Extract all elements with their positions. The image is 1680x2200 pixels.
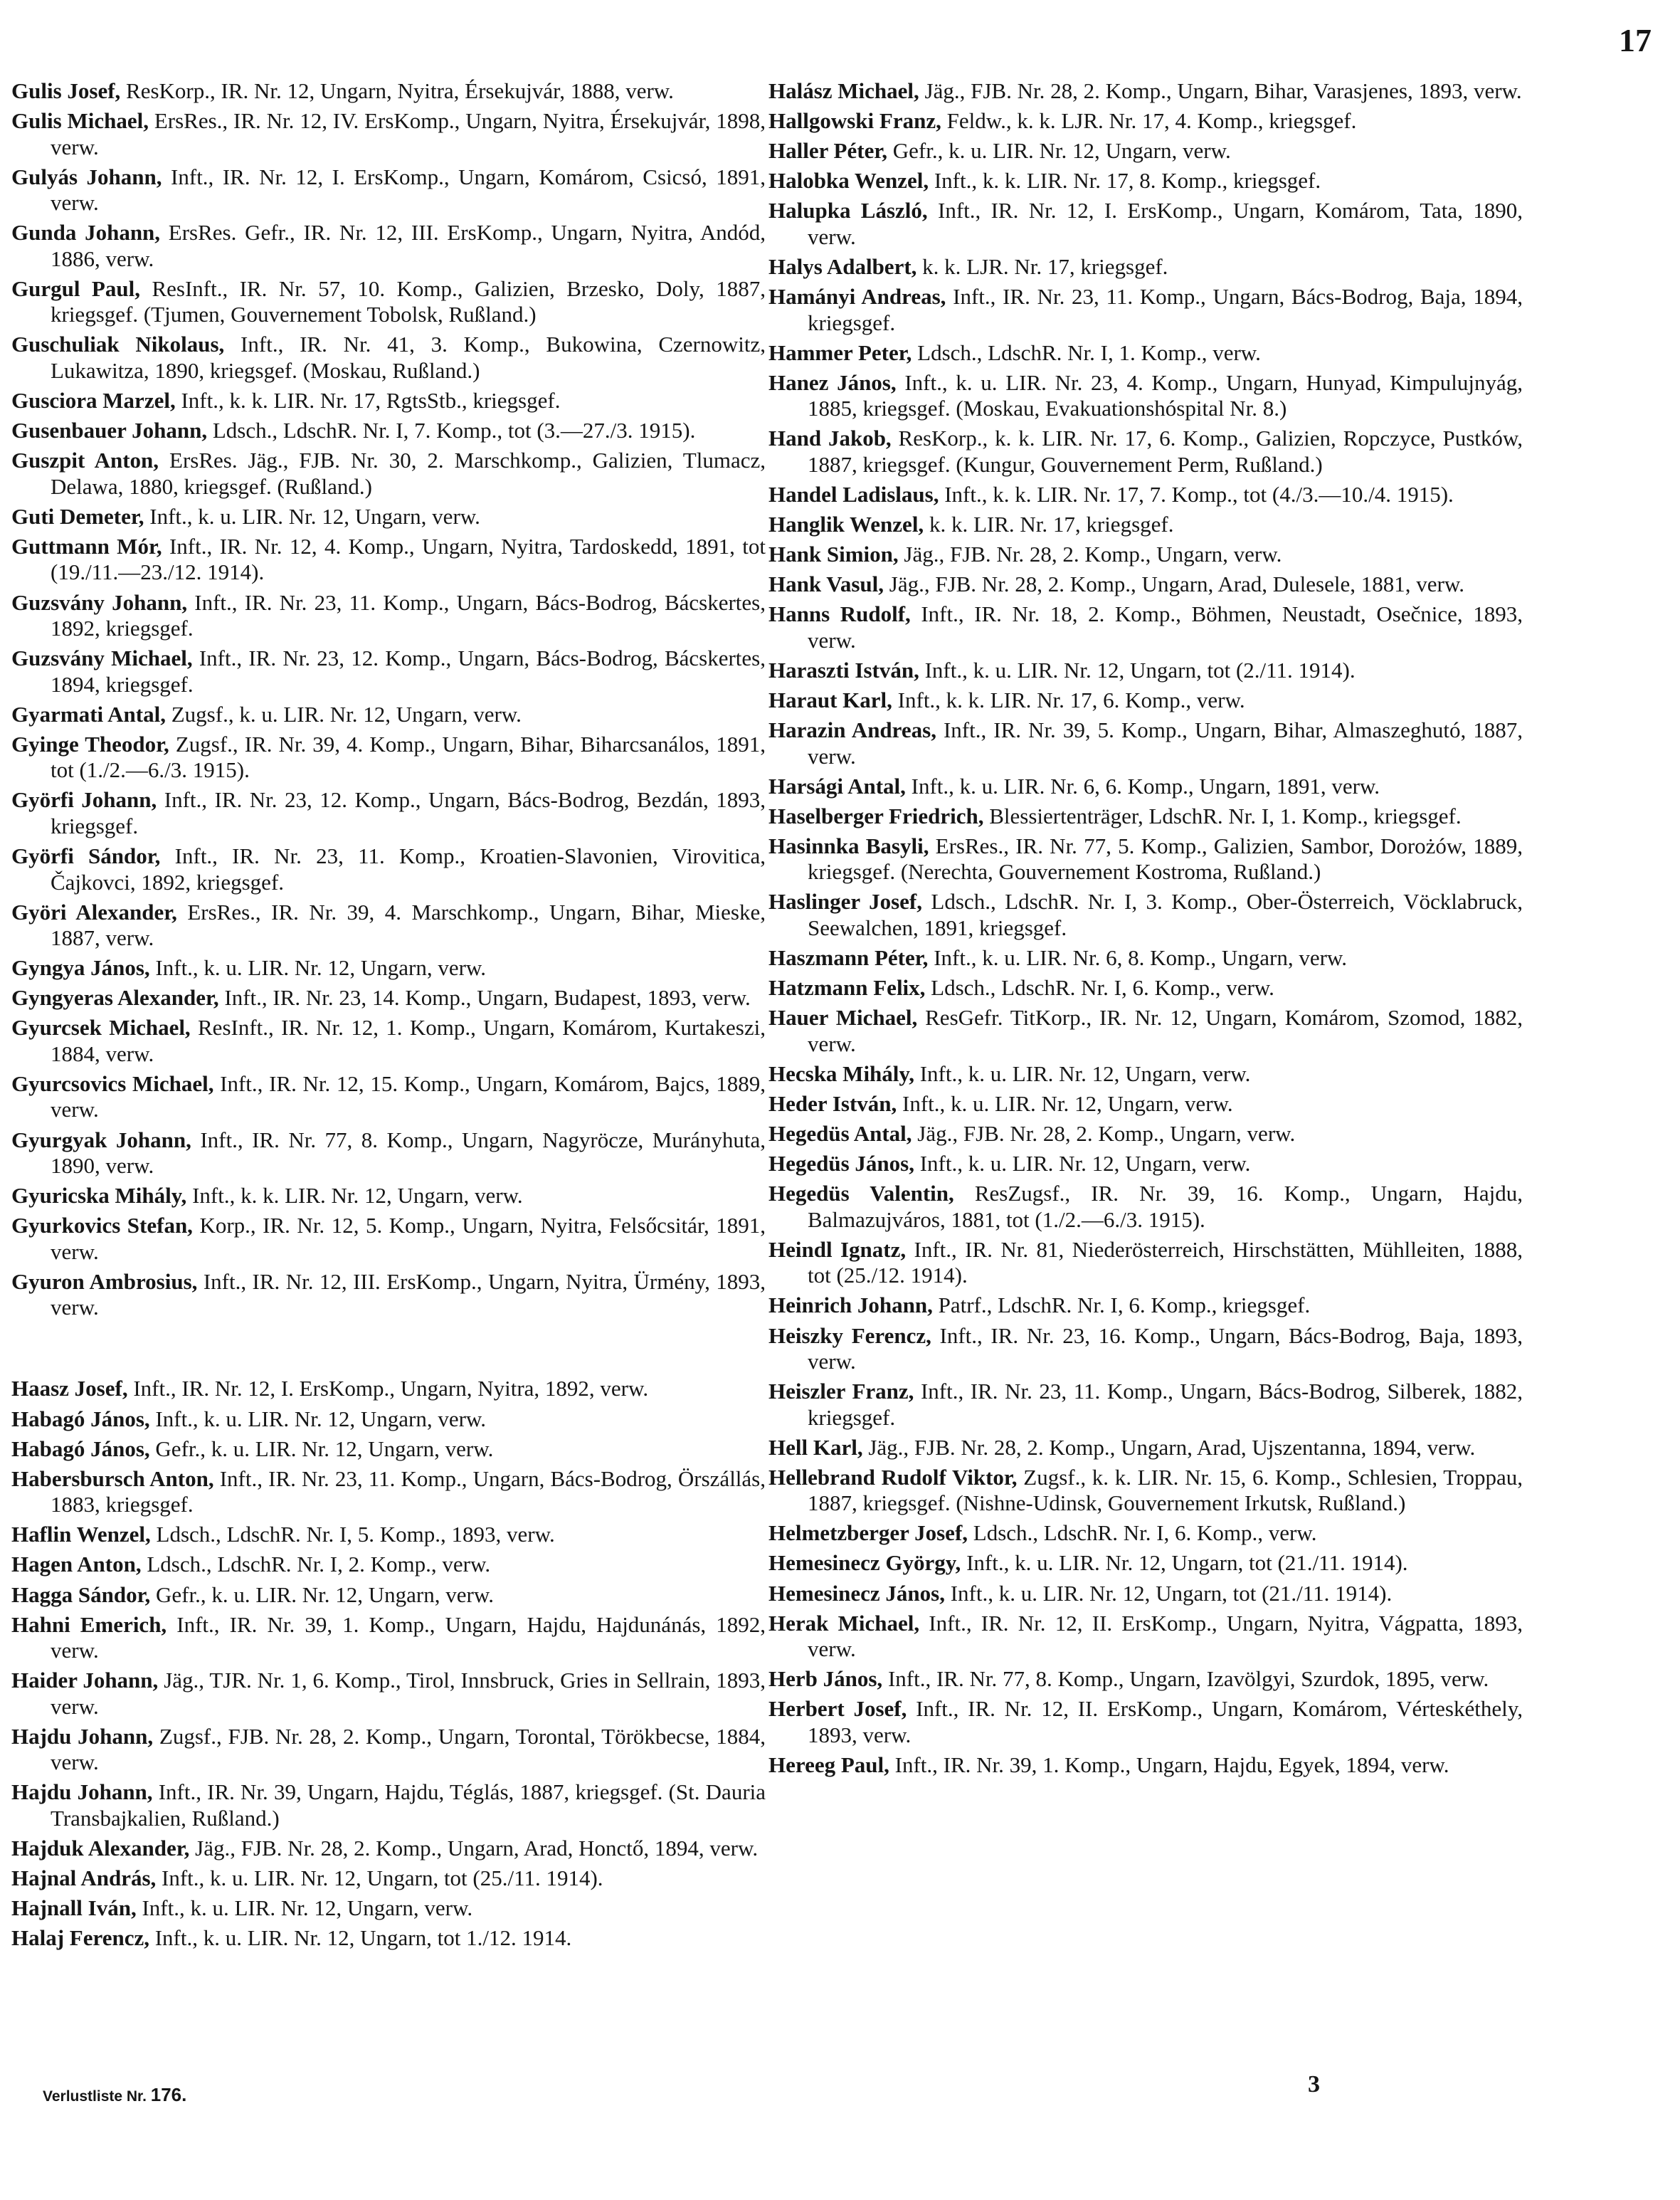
list-entry [11, 590, 766, 642]
entry-name: Heiszler Franz, [768, 1379, 914, 1404]
entry-details: Inft., IR. Nr. 12, 4. Komp., Ungarn, Nyitra, Tardoskedd, 1891, tot (19./11.—23./12. 1914). [51, 533, 766, 585]
list-entry [768, 1379, 1523, 1431]
entry-details: Inft., k. u. LIR. Nr. 12, Ungarn, verw. [914, 1060, 1251, 1086]
entry-details: Blessiertenträger, LdschR. Nr. I, 1. Komp., kriegsgef. [983, 803, 1462, 828]
entry-name: Gulyás Johann, [11, 164, 162, 189]
entry-name: Guschuliak Nikolaus, [11, 332, 225, 357]
list-entry [768, 833, 1523, 885]
list-entry [768, 542, 1523, 568]
entry-name: Heindl Ignatz, [768, 1236, 907, 1262]
list-entry [768, 1061, 1523, 1088]
entry-name: Hereeg Paul, [768, 1752, 889, 1777]
entry-details: Inft., IR. Nr. 23, 14. Komp., Ungarn, Budapest, 1893, verw. [218, 985, 751, 1011]
list-entry [768, 284, 1523, 336]
entry-name: Gyuricska Mihály, [11, 1183, 187, 1209]
entry-details: Inft., k. u. LIR. Nr. 23, 4. Komp., Ungarn, Hunyad, Kimpulujnyág, 1885, kriegsgef. (Moskau, Evakuationshóspital Nr. 8.) [808, 369, 1523, 421]
entry-details: Jäg., FJB. Nr. 28, 2. Komp., Ungarn, verw. [912, 1121, 1296, 1147]
list-entry [11, 1466, 766, 1518]
list-entry [768, 889, 1523, 941]
entry-details: ErsRes., IR. Nr. 77, 5. Komp., Galizien, Sambor, Dorożów, 1889, kriegsgef. (Nerechta, Gouvernement Kostroma, Rußland.) [808, 833, 1523, 885]
list-entry [11, 534, 766, 586]
list-entry [768, 168, 1523, 194]
entry-name: Habagó János, [11, 1406, 150, 1431]
entry-name: Hahni Emerich, [11, 1611, 167, 1637]
entry-name: Hatzmann Felix, [768, 975, 926, 1001]
entry-details: Zugsf., k. u. LIR. Nr. 12, Ungarn, verw. [166, 701, 522, 727]
entry-name: Handel Ladislaus, [768, 481, 939, 507]
list-entry [11, 388, 766, 414]
entry-name: Gyngya János, [11, 955, 150, 981]
entry-details: Inft., k. u. LIR. Nr. 12, Ungarn, tot 1./12. 1914. [149, 1925, 572, 1951]
entry-details: Inft., IR. Nr. 12, 15. Komp., Ungarn, Komárom, Bajcs, 1889, verw. [51, 1070, 766, 1122]
entry-name: Haller Péter, [768, 138, 887, 164]
entry-details: ResKorp., k. k. LIR. Nr. 17, 6. Komp., Galizien, Ropczyce, Pustków, 1887, kriegsgef. (Kungur, Gouvernement Perm, Rußland.) [808, 426, 1523, 477]
entry-details: Gefr., k. u. LIR. Nr. 12, Ungarn, verw. [149, 1436, 494, 1461]
entry-details: ErsRes. Gefr., IR. Nr. 12, III. ErsKomp., Ungarn, Nyitra, Andód, 1886, verw. [51, 220, 766, 271]
entry-name: Haider Johann, [11, 1668, 159, 1693]
list-entry [11, 955, 766, 981]
entry-name: Guttmann Mór, [11, 533, 162, 559]
entry-details: Inft., k. u. LIR. Nr. 12, Ungarn, tot (21./11. 1914). [961, 1550, 1408, 1576]
entry-name: Hajdu Johann, [11, 1779, 153, 1805]
entry-details: ErsRes., IR. Nr. 39, 4. Marschkomp., Ungarn, Bihar, Mieske, 1887, verw. [51, 899, 766, 951]
entry-details: Inft., k. k. LIR. Nr. 12, Ungarn, verw. [186, 1183, 523, 1209]
entry-details: Inft., IR. Nr. 23, 11. Komp., Ungarn, Bács-Bodrog, Bácskertes, 1892, kriegsgef. [51, 589, 766, 641]
entry-details: Inft., k. u. LIR. Nr. 12, Ungarn, tot (21./11. 1914). [944, 1580, 1393, 1606]
entry-name: Hanns Rudolf, [768, 601, 911, 627]
list-entry [11, 332, 766, 384]
list-entry [11, 1436, 766, 1463]
entry-name: Hand Jakob, [768, 426, 892, 451]
list-entry [768, 138, 1523, 164]
list-entry [768, 1520, 1523, 1547]
entry-details: Inft., IR. Nr. 23, 11. Komp., Ungarn, Bács-Bodrog, Silberek, 1882, kriegsgef. [808, 1379, 1523, 1430]
entry-name: Hajdu Johann, [11, 1723, 154, 1749]
entry-name: Hajnall Iván, [11, 1895, 137, 1921]
entry-name: Heder István, [768, 1090, 897, 1116]
entry-details: Inft., k. u. LIR. Nr. 12, Ungarn, tot (2./11. 1914). [919, 657, 1356, 683]
entry-details: Inft., k. u. LIR. Nr. 6, 6. Komp., Ungarn, 1891, verw. [905, 773, 1380, 799]
list-entry [768, 601, 1523, 653]
list-entry [768, 1435, 1523, 1461]
entry-details: Inft., k. u. LIR. Nr. 12, Ungarn, verw. [149, 955, 487, 981]
entry-details: Feldw., k. k. LJR. Nr. 17, 4. Komp., kriegsgef. [941, 108, 1357, 134]
entry-details: Inft., k. u. LIR. Nr. 12, Ungarn, tot (25./11. 1914). [156, 1865, 603, 1891]
entry-name: Hegedüs Antal, [768, 1121, 912, 1147]
footer-label: Verlustliste Nr. [43, 2088, 147, 2105]
entry-details: Inft., IR. Nr. 41, 3. Komp., Bukowina, Czernowitz, Lukawitza, 1890, kriegsgef. (Moskau, Rußland.) [51, 332, 766, 383]
list-entry [768, 78, 1523, 105]
entry-name: Harsági Antal, [768, 773, 906, 799]
entry-details: Inft., k. u. LIR. Nr. 12, Ungarn, verw. [136, 1895, 473, 1921]
list-entry [11, 732, 766, 784]
list-entry [768, 975, 1523, 1001]
entry-name: Hellebrand Rudolf Viktor, [768, 1464, 1018, 1490]
entry-details: Inft., k. u. LIR. Nr. 12, Ungarn, verw. [144, 503, 480, 529]
entry-name: Hecska Mihály, [768, 1060, 914, 1086]
list-entry [768, 1611, 1523, 1663]
list-entry [768, 1465, 1523, 1517]
entry-name: Halobka Wenzel, [768, 168, 929, 194]
entry-name: Halys Adalbert, [768, 253, 917, 279]
entry-details: Gefr., k. u. LIR. Nr. 12, Ungarn, verw. [150, 1581, 494, 1607]
list-entry [768, 482, 1523, 508]
entry-details: Patrf., LdschR. Nr. I, 6. Komp., kriegsgef. [932, 1293, 1311, 1318]
entry-name: Gyurkovics Stefan, [11, 1213, 193, 1238]
entry-name: Guti Demeter, [11, 503, 144, 529]
entry-details: Inft., IR. Nr. 23, 12. Komp., Ungarn, Bács-Bodrog, Bezdán, 1893, kriegsgef. [51, 787, 766, 838]
entry-details: Inft., IR. Nr. 77, 8. Komp., Ungarn, Izavölgyi, Szurdok, 1895, verw. [882, 1666, 1489, 1692]
entry-name: Gulis Michael, [11, 108, 149, 134]
entry-name: Hagga Sándor, [11, 1581, 151, 1607]
entry-details: Inft., IR. Nr. 77, 8. Komp., Ungarn, Nagyröcze, Murányhuta, 1890, verw. [51, 1127, 766, 1179]
list-entry [768, 1752, 1523, 1779]
entry-name: Hasinnka Basyli, [768, 833, 929, 858]
list-entry [768, 774, 1523, 800]
entry-details: k. k. LIR. Nr. 17, kriegsgef. [924, 512, 1174, 537]
entry-name: Gyuron Ambrosius, [11, 1268, 198, 1294]
entry-details: Inft., k. u. LIR. Nr. 12, Ungarn, verw. [897, 1090, 1233, 1116]
entry-name: Haasz Josef, [11, 1376, 128, 1401]
entry-details: Gefr., k. u. LIR. Nr. 12, Ungarn, verw. [887, 138, 1231, 164]
list-entry [768, 1550, 1523, 1577]
list-entry [768, 512, 1523, 538]
list-entry [768, 426, 1523, 478]
list-entry [768, 254, 1523, 280]
page-number: 17 [1619, 22, 1652, 58]
entry-details: Jäg., FJB. Nr. 28, 2. Komp., Ungarn, Arad, Honctő, 1894, verw. [189, 1835, 759, 1860]
entry-name: Herbert Josef, [768, 1696, 907, 1722]
entry-details: Inft., k. k. LIR. Nr. 17, 6. Komp., verw. [892, 688, 1245, 712]
list-entry [768, 1005, 1523, 1057]
entry-details: Korp., IR. Nr. 12, 5. Komp., Ungarn, Nyitra, Felsőcsitár, 1891, verw. [51, 1213, 766, 1264]
entry-name: Hauer Michael, [768, 1005, 918, 1031]
list-entry [768, 1666, 1523, 1693]
entry-details: Inft., k. k. LIR. Nr. 17, 7. Komp., tot (4./3.—10./4. 1915). [939, 481, 1454, 507]
entry-name: Hank Vasul, [768, 572, 884, 597]
entry-details: Inft., IR. Nr. 12, I. ErsKomp., Ungarn, Nyitra, 1892, verw. [127, 1376, 649, 1401]
entry-name: Györfi Johann, [11, 787, 157, 813]
signature-mark: 3 [1308, 2071, 1320, 2098]
entry-details: Zugsf., FJB. Nr. 28, 2. Komp., Ungarn, Torontal, Törökbecse, 1884, verw. [51, 1723, 766, 1775]
list-entry [768, 1293, 1523, 1319]
list-entry [768, 804, 1523, 830]
list-entry [11, 1779, 766, 1831]
entry-name: Hajnal András, [11, 1865, 157, 1891]
list-entry [768, 340, 1523, 367]
entry-details: ResKorp., IR. Nr. 12, Ungarn, Nyitra, Érsekujvár, 1888, verw. [120, 78, 674, 103]
entry-details: Inft., IR. Nr. 12, I. ErsKomp., Ungarn, Komárom, Tata, 1890, verw. [808, 198, 1523, 249]
list-entry [11, 220, 766, 272]
list-entry [11, 1127, 766, 1179]
list-entry [11, 276, 766, 328]
entry-details: Inft., IR. Nr. 18, 2. Komp., Böhmen, Neustadt, Osečnice, 1893, verw. [808, 601, 1523, 653]
entry-details: Zugsf., k. k. LIR. Nr. 15, 6. Komp., Schlesien, Troppau, 1887, kriegsgef. (Nishne-Udinsk, Gouvernement Irkutsk, Rußland.) [808, 1464, 1523, 1516]
list-entry [11, 1071, 766, 1123]
entry-name: Gunda Johann, [11, 220, 161, 246]
list-entry [768, 1581, 1523, 1607]
entry-name: Habersbursch Anton, [11, 1465, 214, 1491]
footer [43, 2084, 186, 2106]
list-entry [768, 945, 1523, 972]
list-entry [11, 1668, 766, 1720]
list-entry [768, 1237, 1523, 1289]
entry-name: Haszmann Péter, [768, 945, 929, 971]
entry-name: Haflin Wenzel, [11, 1522, 151, 1547]
entry-details: ErsRes. Jäg., FJB. Nr. 30, 2. Marschkomp., Galizien, Tlumacz, Delawa, 1880, kriegsgef. (Rußland.) [51, 448, 766, 499]
list-entry [11, 985, 766, 1011]
entry-details: ResInft., IR. Nr. 57, 10. Komp., Galizien, Brzesko, Doly, 1887, kriegsgef. (Tjumen, Gouvernement Tobolsk, Rußland.) [51, 275, 766, 327]
list-entry [768, 1181, 1523, 1233]
entry-name: Herak Michael, [768, 1610, 920, 1636]
entry-details: Jäg., FJB. Nr. 28, 2. Komp., Ungarn, Arad, Ujszentanna, 1894, verw. [862, 1434, 1476, 1460]
list-entry [11, 900, 766, 952]
list-entry [11, 1552, 766, 1578]
list-entry [11, 78, 766, 105]
entry-details: ResInft., IR. Nr. 12, 1. Komp., Ungarn, Komárom, Kurtakeszi, 1884, verw. [51, 1015, 766, 1066]
list-entry [11, 1406, 766, 1433]
entry-name: Györfi Sándor, [11, 843, 161, 868]
entry-name: Hammer Peter, [768, 340, 912, 365]
entry-details: Inft., IR. Nr. 23, 11. Komp., Kroatien-Slavonien, Virovitica, Čajkovci, 1892, kriegsgef. [51, 843, 766, 895]
list-entry [768, 1121, 1523, 1147]
entry-name: Gyurcsovics Michael, [11, 1070, 214, 1096]
entry-details: Jäg., FJB. Nr. 28, 2. Komp., Ungarn, verw. [898, 542, 1282, 567]
entry-details: Inft., IR. Nr. 39, Ungarn, Hajdu, Téglás, 1887, kriegsgef. (St. Dauria Transbajkalien, Rußland.) [51, 1779, 766, 1831]
list-entry [11, 1925, 766, 1952]
list-entry [11, 787, 766, 839]
entry-name: Heiszky Ferencz, [768, 1322, 931, 1348]
entry-name: Hell Karl, [768, 1434, 863, 1460]
list-entry [768, 1091, 1523, 1117]
section-gap [11, 1325, 766, 1376]
list-entry [768, 717, 1523, 769]
list-entry [768, 370, 1523, 422]
list-entry [768, 1696, 1523, 1748]
entry-details: Ldsch., LdschR. Nr. I, 3. Komp., Ober-Österreich, Vöcklabruck, Seewalchen, 1891, kriegsgef. [808, 889, 1523, 940]
entry-name: Harazin Andreas, [768, 717, 936, 743]
entry-name: Hagen Anton, [11, 1552, 142, 1577]
entry-name: Hanglik Wenzel, [768, 512, 924, 537]
entry-details: Inft., IR. Nr. 23, 11. Komp., Ungarn, Bács-Bodrog, Baja, 1894, kriegsgef. [808, 284, 1523, 335]
entry-name: Gyarmati Antal, [11, 701, 166, 727]
entry-name: Gusciora Marzel, [11, 388, 176, 414]
list-entry [11, 1015, 766, 1067]
list-entry [768, 198, 1523, 250]
entry-details: Inft., k. k. LIR. Nr. 17, RgtsStb., kriegsgef. [175, 388, 561, 414]
entry-details: Inft., IR. Nr. 23, 12. Komp., Ungarn, Bács-Bodrog, Bácskertes, 1894, kriegsgef. [51, 646, 766, 697]
entry-name: Haraut Karl, [768, 688, 892, 712]
footer-number: 176. [150, 2084, 187, 2105]
entry-name: Halupka László, [768, 198, 928, 223]
entry-name: Györi Alexander, [11, 899, 177, 925]
entry-name: Gyurgyak Johann, [11, 1127, 191, 1152]
entry-name: Hamányi Andreas, [768, 284, 946, 310]
list-entry [11, 1213, 766, 1265]
entry-name: Hegedüs Valentin, [768, 1181, 954, 1206]
entry-name: Haraszti István, [768, 657, 919, 683]
right-column [768, 78, 1523, 1782]
list-entry [11, 646, 766, 698]
entry-details: ErsRes., IR. Nr. 12, IV. ErsKomp., Ungarn, Nyitra, Érsekujvár, 1898, verw. [51, 108, 766, 159]
entry-name: Hanez János, [768, 369, 897, 395]
list-entry [11, 108, 766, 160]
entry-details: Inft., IR. Nr. 12, II. ErsKomp., Ungarn, Nyitra, Vágpatta, 1893, verw. [808, 1610, 1523, 1662]
entry-name: Gulis Josef, [11, 78, 121, 103]
list-entry [11, 1376, 766, 1402]
list-entry [768, 108, 1523, 135]
entry-name: Helmetzberger Josef, [768, 1520, 968, 1546]
list-entry [768, 658, 1523, 684]
entry-name: Hajduk Alexander, [11, 1835, 190, 1860]
entry-details: Ldsch., LdschR. Nr. I, 6. Komp., verw. [925, 975, 1274, 1001]
list-entry [11, 1836, 766, 1862]
entry-name: Gyngyeras Alexander, [11, 985, 219, 1011]
list-entry [11, 1895, 766, 1922]
entry-details: Inft., IR. Nr. 12, II. ErsKomp., Ungarn, Komárom, Vérteskéthely, 1893, verw. [808, 1696, 1523, 1747]
list-entry [11, 1183, 766, 1209]
entry-details: Ldsch., LdschR. Nr. I, 6. Komp., verw. [968, 1520, 1317, 1546]
entry-details: Inft., IR. Nr. 39, 1. Komp., Ungarn, Hajdu, Hajdunánás, 1892, verw. [51, 1611, 766, 1663]
list-entry [11, 702, 766, 728]
entry-details: Inft., IR. Nr. 39, 5. Komp., Ungarn, Bihar, Almaszeghutó, 1887, verw. [808, 717, 1523, 769]
entry-details: Inft., k. u. LIR. Nr. 6, 8. Komp., Ungarn, verw. [928, 945, 1348, 971]
entry-details: Inft., IR. Nr. 23, 11. Komp., Ungarn, Bács-Bodrog, Örszállás, 1883, kriegsgef. [51, 1465, 766, 1517]
entry-name: Hemesinecz János, [768, 1580, 945, 1606]
entry-details: ResZugsf., IR. Nr. 39, 16. Komp., Ungarn, Hajdu, Balmazujváros, 1881, tot (1./2.—6./3. 1915). [808, 1181, 1523, 1232]
entry-details: Inft., k. k. LIR. Nr. 17, 8. Komp., kriegsgef. [929, 168, 1321, 194]
entry-details: Inft., IR. Nr. 81, Niederösterreich, Hirschstätten, Mühlleiten, 1888, tot (25./12. 1914). [808, 1236, 1523, 1288]
list-entry [11, 448, 766, 500]
entry-name: Haselberger Friedrich, [768, 803, 984, 828]
entry-details: k. k. LJR. Nr. 17, kriegsgef. [916, 253, 1168, 279]
list-entry [768, 572, 1523, 598]
list-entry [11, 1724, 766, 1776]
entry-name: Guszpit Anton, [11, 448, 159, 473]
entry-details: Ldsch., LdschR. Nr. I, 7. Komp., tot (3.—27./3. 1915). [207, 418, 696, 443]
entry-name: Heinrich Johann, [768, 1293, 933, 1318]
list-entry [11, 164, 766, 216]
list-entry [11, 1582, 766, 1609]
entry-name: Halász Michael, [768, 78, 919, 103]
entry-details: ResGefr. TitKorp., IR. Nr. 12, Ungarn, Komárom, Szomod, 1882, verw. [808, 1005, 1523, 1056]
entry-name: Gyinge Theodor, [11, 731, 169, 757]
list-entry [11, 1612, 766, 1664]
entry-details: Inft., k. u. LIR. Nr. 12, Ungarn, verw. [149, 1406, 487, 1431]
entry-name: Hallgowski Franz, [768, 108, 941, 134]
entry-name: Gurgul Paul, [11, 275, 140, 301]
entry-details: Ldsch., LdschR. Nr. I, 5. Komp., 1893, verw. [150, 1522, 555, 1547]
entry-name: Halaj Ferencz, [11, 1925, 149, 1951]
list-entry [11, 1865, 766, 1892]
list-entry [11, 418, 766, 444]
left-column [11, 78, 766, 1955]
entry-details: Ldsch., LdschR. Nr. I, 1. Komp., verw. [912, 340, 1261, 365]
entry-details: Inft., IR. Nr. 12, I. ErsKomp., Ungarn, Komárom, Csicsó, 1891, verw. [51, 164, 766, 216]
entry-name: Hegedüs János, [768, 1151, 914, 1177]
list-entry [768, 1323, 1523, 1375]
entry-name: Herb János, [768, 1666, 883, 1692]
entry-details: Inft., IR. Nr. 39, 1. Komp., Ungarn, Hajdu, Egyek, 1894, verw. [889, 1752, 1449, 1777]
entry-name: Hemesinecz György, [768, 1550, 961, 1576]
entry-name: Guzsvány Johann, [11, 589, 188, 615]
list-entry [11, 1522, 766, 1548]
entry-details: Jäg., TJR. Nr. 1, 6. Komp., Tirol, Innsbruck, Gries in Sellrain, 1893, verw. [51, 1668, 766, 1719]
list-entry [11, 504, 766, 530]
list-entry [768, 1151, 1523, 1177]
list-entry [768, 688, 1523, 714]
entry-details: Inft., k. u. LIR. Nr. 12, Ungarn, verw. [914, 1151, 1251, 1177]
entry-name: Habagó János, [11, 1436, 150, 1461]
entry-details: Inft., IR. Nr. 23, 16. Komp., Ungarn, Bács-Bodrog, Baja, 1893, verw. [808, 1322, 1523, 1374]
entry-details: Jäg., FJB. Nr. 28, 2. Komp., Ungarn, Bihar, Varasjenes, 1893, verw. [919, 78, 1522, 103]
entry-details: Ldsch., LdschR. Nr. I, 2. Komp., verw. [141, 1552, 491, 1577]
entry-details: Inft., IR. Nr. 12, III. ErsKomp., Ungarn, Nyitra, Ürmény, 1893, verw. [51, 1268, 766, 1320]
entry-details: Jäg., FJB. Nr. 28, 2. Komp., Ungarn, Arad, Dulesele, 1881, verw. [884, 572, 1464, 597]
list-entry [11, 1269, 766, 1321]
entry-name: Hank Simion, [768, 542, 899, 567]
entry-name: Gyurcsek Michael, [11, 1015, 191, 1041]
list-entry [11, 843, 766, 895]
entry-name: Haslinger Josef, [768, 889, 922, 915]
entry-name: Gusenbauer Johann, [11, 418, 208, 443]
entry-name: Guzsvány Michael, [11, 646, 193, 671]
entry-details: Zugsf., IR. Nr. 39, 4. Komp., Ungarn, Bihar, Biharcsanálos, 1891, tot (1./2.—6./3. 1915). [51, 731, 766, 783]
